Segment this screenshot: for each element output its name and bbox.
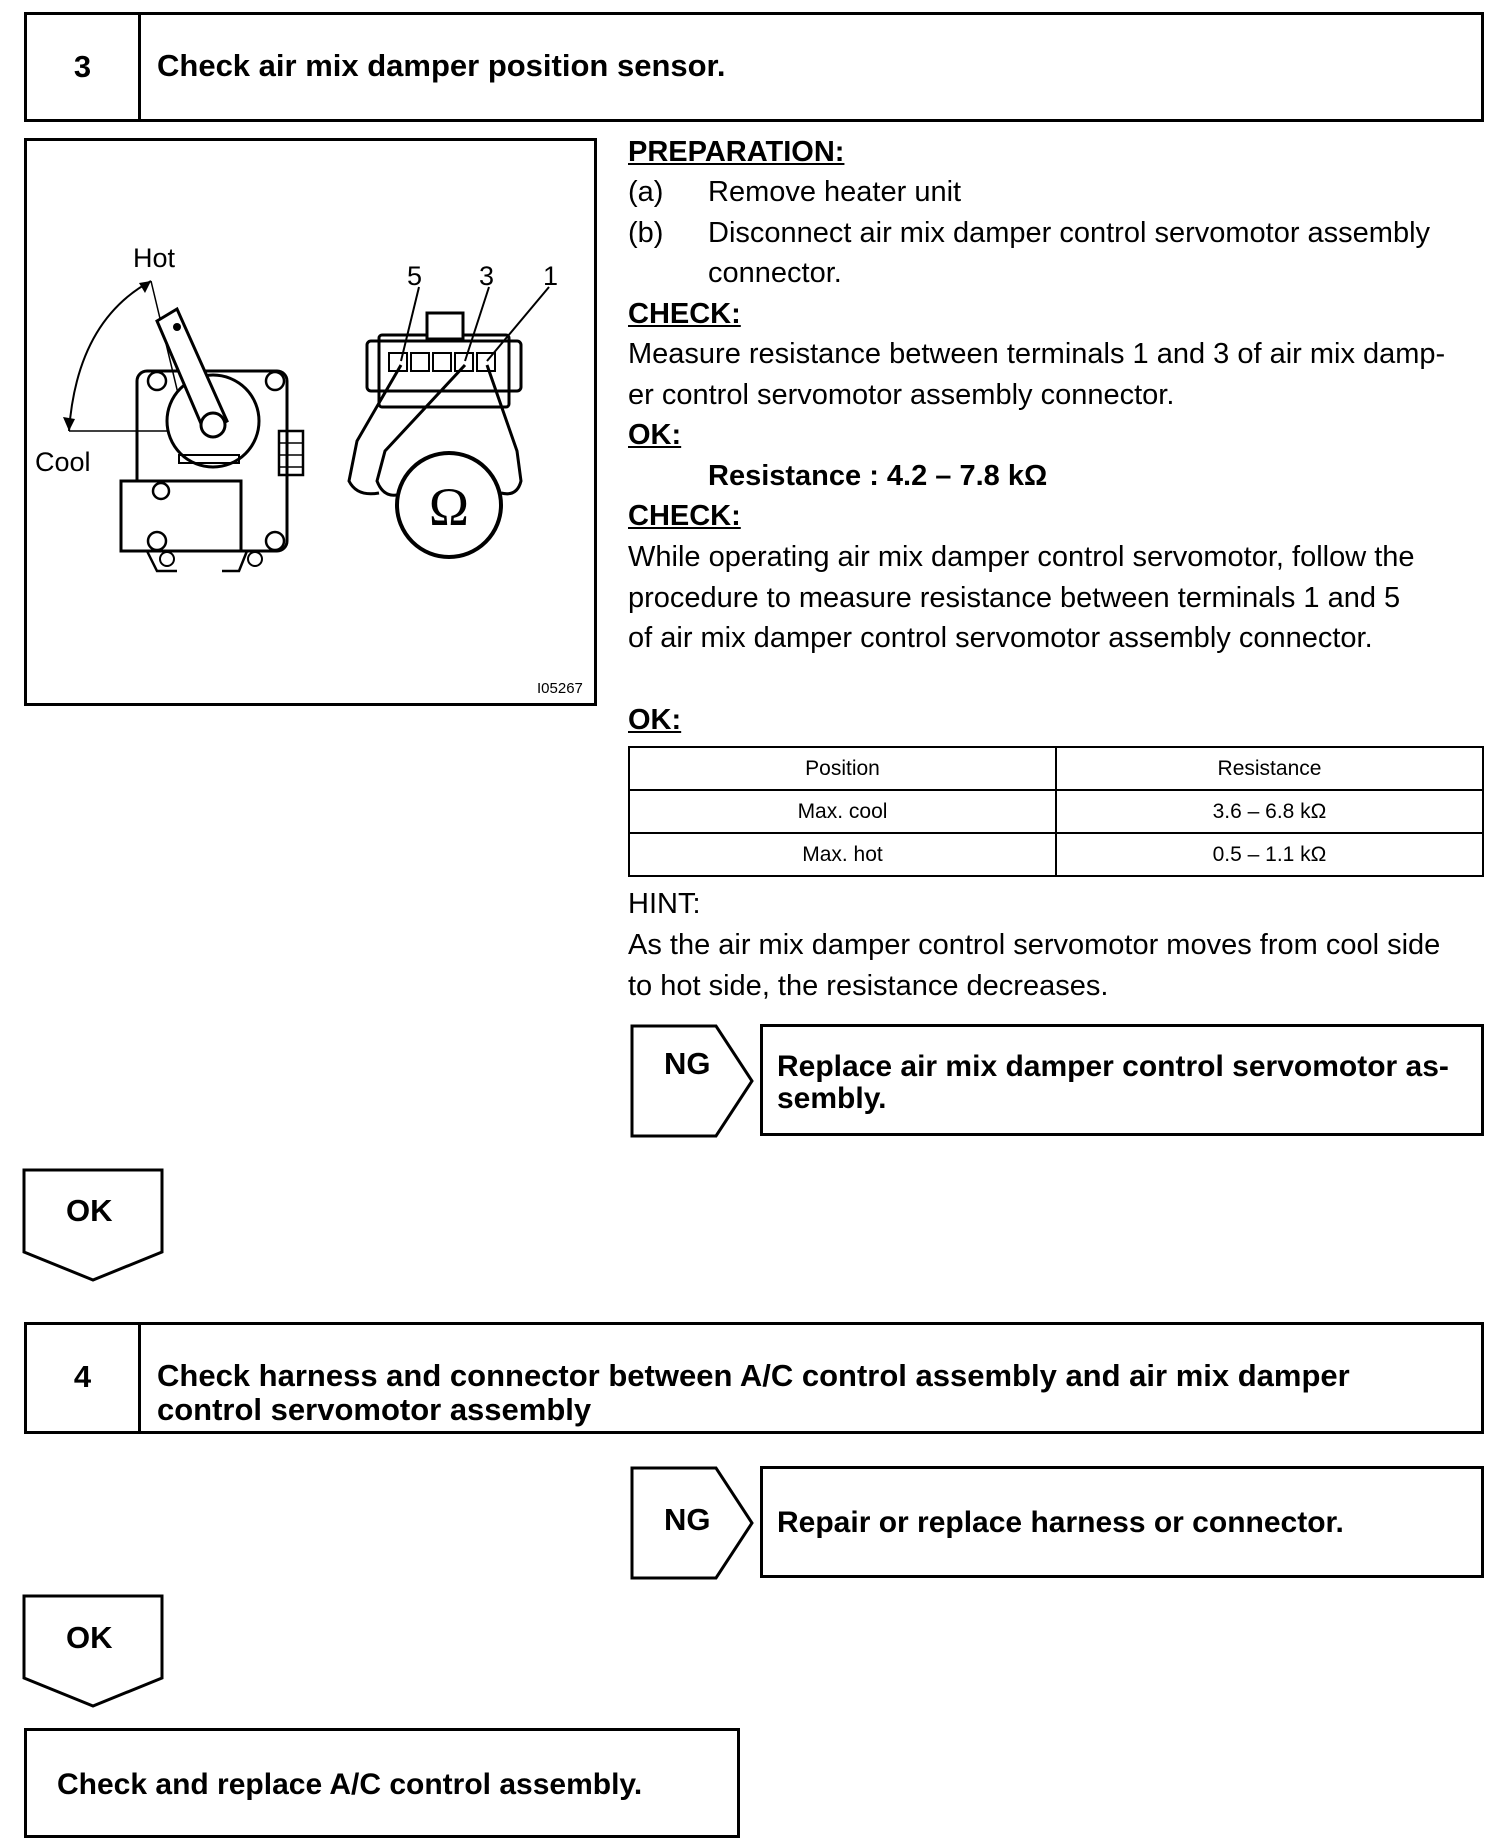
hint-line2: to hot side, the resistance decreases. <box>628 970 1109 1002</box>
ok-label-1: OK <box>66 1193 113 1228</box>
table-header: Resistance <box>1056 747 1483 790</box>
prep-b-marker: (b) <box>628 217 664 249</box>
ng1-result-line1: Replace air mix damper control servomotor as- <box>777 1050 1449 1083</box>
ng2-result-box <box>760 1466 1484 1578</box>
terminal-1-label: 1 <box>543 261 559 291</box>
servomotor-diagram <box>27 141 594 703</box>
table-cell: Max. hot <box>629 833 1056 876</box>
terminal-5-label: 5 <box>407 261 423 291</box>
prep-a-text: Remove heater unit <box>708 176 962 208</box>
check2-line1: While operating air mix damper control servomotor, follow the <box>628 541 1415 573</box>
table-header-row <box>629 747 1483 790</box>
step-number: 4 <box>27 1325 141 1431</box>
prep-a-marker: (a) <box>628 176 664 208</box>
ng1-result-box <box>760 1024 1484 1136</box>
terminal-3-label: 3 <box>479 261 495 291</box>
table-row <box>629 790 1483 833</box>
prep-b-text-cont: connector. <box>708 257 842 289</box>
preparation-heading: PREPARATION: <box>628 136 845 168</box>
ok-label-2: OK <box>66 1620 113 1655</box>
step-number: 3 <box>27 15 141 119</box>
check1-line2: er control servomotor assembly connector. <box>628 379 1175 411</box>
step-3-header <box>24 12 1484 122</box>
step-4-header <box>24 1322 1484 1434</box>
ohm-symbol: Ω <box>428 477 470 537</box>
figure-id: I05267 <box>537 680 583 697</box>
table-cell: Max. cool <box>629 790 1056 833</box>
label-hot: Hot <box>133 243 176 273</box>
ng2-result-text: Repair or replace harness or connector. <box>777 1506 1344 1539</box>
check1-heading: CHECK: <box>628 298 741 330</box>
ok2-heading: OK: <box>628 704 682 736</box>
ng-label-2: NG <box>664 1502 711 1537</box>
check2-line2: procedure to measure resistance between terminals 1 and 5 <box>628 582 1401 614</box>
connector-figure <box>24 138 597 706</box>
step-title-line2: control servomotor assembly <box>157 1392 592 1427</box>
hint-label: HINT: <box>628 888 701 920</box>
step-title-line1: Check harness and connector between A/C control assembly and air mix damper <box>157 1358 1350 1393</box>
table-header: Position <box>629 747 1056 790</box>
ng-label-1: NG <box>664 1046 711 1081</box>
step-title <box>157 1325 1471 1427</box>
resistance-table <box>628 746 1484 877</box>
hint-line1: As the air mix damper control servomotor moves from cool side <box>628 929 1441 961</box>
check1-line1: Measure resistance between terminals 1 and 3 of air mix damp- <box>628 338 1446 370</box>
final-action-text: Check and replace A/C control assembly. <box>57 1768 643 1801</box>
final-action-box <box>24 1728 740 1838</box>
table-cell: 0.5 – 1.1 kΩ <box>1056 833 1483 876</box>
ng1-result-line2: sembly. <box>777 1082 887 1115</box>
ok1-resistance: Resistance : 4.2 – 7.8 kΩ <box>708 460 1048 492</box>
check2-heading: CHECK: <box>628 500 741 532</box>
ok1-heading: OK: <box>628 419 682 451</box>
check2-line3: of air mix damper control servomotor assembly connector. <box>628 622 1373 654</box>
label-cool: Cool <box>35 447 91 477</box>
prep-b-text: Disconnect air mix damper control servomotor assembly <box>708 217 1431 249</box>
step-title: Check air mix damper position sensor. <box>157 48 726 83</box>
table-row <box>629 833 1483 876</box>
table-cell: 3.6 – 6.8 kΩ <box>1056 790 1483 833</box>
